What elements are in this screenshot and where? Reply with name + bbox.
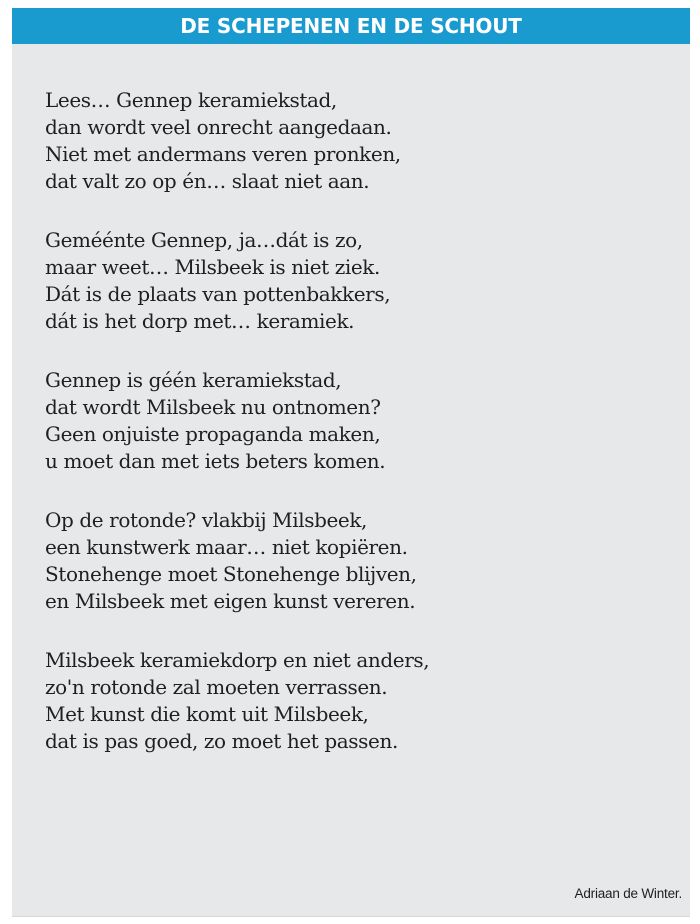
stanza [45, 647, 645, 755]
stanza [45, 87, 645, 195]
poem-line: dat is pas goed, zo moet het passen. [45, 729, 398, 753]
poem-line: een kunstwerk maar… niet kopiëren. [45, 535, 408, 559]
poem-line: Dát is de plaats van pottenbakkers, [45, 282, 391, 306]
poem-body [45, 87, 645, 787]
author-signature: Adriaan de Winter. [574, 886, 682, 901]
poem-line: Geméénte Gennep, ja…dát is zo, [45, 228, 363, 252]
poem-line: Stonehenge moet Stonehenge blijven, [45, 562, 417, 586]
poem-line: Met kunst die komt uit Milsbeek, [45, 702, 369, 726]
poem-line: u moet dan met iets beters komen. [45, 449, 386, 473]
poem-line: maar weet… Milsbeek is niet ziek. [45, 255, 380, 279]
stanza [45, 507, 645, 615]
poem-line: dat wordt Milsbeek nu ontnomen? [45, 395, 381, 419]
poem-title: DE SCHEPENEN EN DE SCHOUT [180, 14, 522, 38]
poem-line: Niet met andermans veren pronken, [45, 142, 401, 166]
poem-line: zo'n rotonde zal moeten verrassen. [45, 675, 388, 699]
title-bar [12, 8, 690, 44]
poem-line: dat valt zo op én… slaat niet aan. [45, 169, 370, 193]
stanza [45, 227, 645, 335]
poem-line: dát is het dorp met… keramiek. [45, 309, 355, 333]
poem-line: Lees… Gennep keramiekstad, [45, 88, 337, 112]
poem-line: Op de rotonde? vlakbij Milsbeek, [45, 508, 368, 532]
poem-line: Geen onjuiste propaganda maken, [45, 422, 381, 446]
poem-line: Gennep is géén keramiekstad, [45, 368, 342, 392]
poem-box [12, 8, 690, 917]
stanza [45, 367, 645, 475]
poem-line: dan wordt veel onrecht aangedaan. [45, 115, 392, 139]
poem-line: Milsbeek keramiekdorp en niet anders, [45, 648, 430, 672]
poem-line: en Milsbeek met eigen kunst vereren. [45, 589, 416, 613]
